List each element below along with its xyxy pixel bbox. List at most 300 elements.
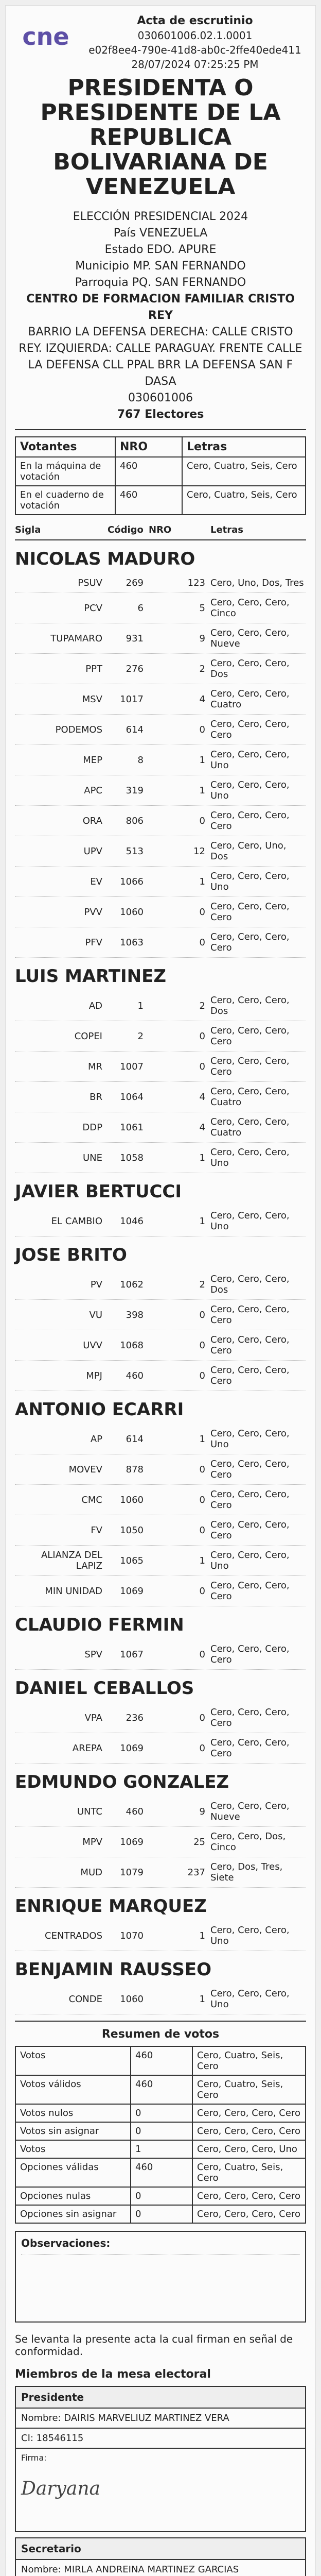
party-code: 6 — [137, 602, 144, 614]
party-row — [15, 1827, 306, 1857]
candidate-section — [15, 1772, 306, 1888]
party-letters: Cero, Cero, Cero, Dos — [210, 995, 290, 1016]
party-abbr: PODEMOS — [55, 724, 102, 735]
party-row — [15, 1082, 306, 1112]
party-abbr: UNE — [82, 1152, 102, 1163]
party-letters: Cero, Cero, Cero, Cuatro — [210, 688, 290, 710]
voting-center: CENTRO DE FORMACION FAMILIAR CRISTO REY — [26, 293, 295, 322]
party-row — [15, 1454, 306, 1485]
party-abbr: MIN UNIDAD — [45, 1585, 102, 1597]
party-abbr: MOVEV — [68, 1464, 102, 1475]
center-address: BARRIO LA DEFENSA DERECHA: CALLE CRISTO REY. IZQUIERDA: CALLE PARAGUAY. FRENTE CALLE LA DEFENSA CLL PPAL BRR LA DEFENSA SAN F DASA — [19, 326, 302, 388]
party-votes: 0 — [199, 1712, 205, 1723]
party-row — [15, 1639, 306, 1670]
party-votes: 1 — [199, 1433, 205, 1445]
party-code: 1064 — [120, 1091, 144, 1103]
party-letters: Cero, Cero, Dos, Cinco — [210, 1831, 286, 1853]
party-letters: Cero, Cero, Cero, Uno — [210, 1550, 290, 1571]
votes-row-nro: 460 — [115, 457, 182, 485]
party-letters: Cero, Cero, Cero, Uno — [210, 1147, 290, 1168]
candidate-name: LUIS MARTINEZ — [15, 966, 167, 987]
party-letters: Cero, Cero, Uno, Dos — [210, 840, 287, 862]
party-code: 460 — [126, 1370, 144, 1381]
party-letters: Cero, Cero, Cero, Cero — [210, 1056, 290, 1077]
candidate-name: NICOLAS MADURO — [15, 549, 195, 569]
party-abbr: AREPA — [72, 1742, 102, 1754]
party-row — [15, 775, 306, 806]
party-votes: 0 — [199, 1061, 205, 1072]
summary-letters: Cero, Cero, Cero, Cero — [192, 2123, 305, 2140]
col-letras: Letras — [182, 437, 305, 456]
election-meta — [15, 209, 306, 423]
member-name: Nombre: DAIRIS MARVELIUZ MARTINEZ VERA — [16, 2409, 305, 2429]
party-code: 1062 — [120, 1279, 144, 1290]
party-abbr: PCV — [84, 602, 102, 614]
party-code: 1061 — [120, 1122, 144, 1133]
votes-row-letters: Cero, Cuatro, Seis, Cero — [182, 457, 305, 485]
member-box — [15, 2537, 306, 2576]
party-code: 2 — [137, 1030, 144, 1042]
party-columns-header — [15, 520, 306, 540]
party-code: 806 — [126, 815, 144, 826]
party-row — [15, 1703, 306, 1733]
members-title: Miembros de la mesa electoral — [15, 2368, 211, 2381]
party-letters: Cero, Cero, Cero, Uno — [210, 749, 290, 771]
party-row — [15, 991, 306, 1021]
party-abbr: MR — [87, 1061, 102, 1072]
conformity-notice: Se levanta la presente acta la cual firman en señal de conformidad. — [15, 2333, 293, 2358]
party-letters: Cero, Dos, Tres, Siete — [210, 1861, 283, 1883]
party-votes: 4 — [199, 693, 205, 705]
party-row — [15, 1112, 306, 1143]
party-code: 614 — [126, 1433, 144, 1445]
header-text — [84, 14, 306, 72]
party-code: 931 — [126, 633, 144, 644]
summary-label: Opciones sin asignar — [20, 2209, 117, 2219]
candidate-name: JOSE BRITO — [15, 1245, 127, 1265]
summary-nro: 1 — [130, 2141, 192, 2158]
party-letters: Cero, Cero, Cero, Cinco — [210, 597, 290, 619]
party-votes: 0 — [199, 1649, 205, 1660]
party-row — [15, 745, 306, 775]
party-abbr: VPA — [84, 1712, 102, 1723]
party-votes: 0 — [199, 815, 205, 826]
party-code: 8 — [137, 754, 144, 766]
acta-hash: e02f8ee4-790e-41d8-ab0c-2ffe40ede411 — [88, 44, 301, 56]
party-abbr: ALIANZA DEL LAPIZ — [41, 1550, 102, 1571]
party-row — [15, 1143, 306, 1173]
divider — [15, 429, 306, 430]
party-letters: Cero, Cero, Cero, Cero — [210, 1025, 290, 1047]
party-votes: 0 — [199, 1524, 205, 1536]
party-votes: 2 — [199, 1279, 205, 1290]
party-letters: Cero, Cero, Cero, Cuatro — [210, 1086, 290, 1108]
party-code: 269 — [126, 578, 144, 588]
party-letters: Cero, Cero, Cero, Cero — [210, 1737, 290, 1759]
party-row — [15, 1733, 306, 1764]
col-nro: NRO — [149, 524, 172, 535]
party-letters: Cero, Cero, Cero, Cero — [210, 719, 290, 740]
candidate-section — [15, 966, 306, 1173]
summary-nro: 460 — [130, 2047, 192, 2075]
col-sigla: Sigla — [15, 524, 41, 535]
party-letters: Cero, Cero, Cero, Cero — [210, 901, 290, 923]
party-row — [15, 1269, 306, 1300]
party-votes: 237 — [187, 1867, 205, 1878]
summary-letters: Cero, Cero, Cero, Cero — [192, 2105, 305, 2122]
col-nro: NRO — [115, 437, 182, 456]
party-letters: Cero, Cero, Cero, Dos — [210, 658, 290, 680]
candidate-section — [15, 1399, 306, 1606]
party-votes: 0 — [199, 724, 205, 735]
party-votes: 2 — [199, 1000, 205, 1011]
party-code: 1069 — [120, 1585, 144, 1597]
party-votes: 1 — [199, 785, 205, 796]
party-row — [15, 927, 306, 958]
party-abbr: EL CAMBIO — [51, 1215, 102, 1227]
summary-row — [16, 2187, 305, 2205]
party-votes: 0 — [199, 1030, 205, 1042]
party-code: 513 — [126, 845, 144, 857]
party-abbr: AD — [88, 1000, 102, 1011]
party-row — [15, 806, 306, 836]
party-code: 1046 — [120, 1215, 144, 1227]
candidate-name: ENRIQUE MARQUEZ — [15, 1896, 207, 1917]
party-letters: Cero, Cero, Cero, Cero — [210, 1459, 290, 1480]
party-letters: Cero, Cero, Cero, Cuatro — [210, 1116, 290, 1138]
summary-label: Votos sin asignar — [20, 2126, 99, 2137]
party-abbr: AP — [90, 1433, 102, 1445]
summary-letters: Cero, Cero, Cero, Cero — [192, 2188, 305, 2205]
votes-table-row — [15, 486, 306, 515]
party-row — [15, 684, 306, 715]
party-row — [15, 1206, 306, 1236]
member-ci: CI: 18546115 — [16, 2429, 305, 2449]
party-abbr: PSUV — [78, 578, 102, 588]
candidate-name: CLAUDIO FERMIN — [15, 1615, 184, 1635]
party-abbr: BR — [90, 1091, 102, 1103]
party-abbr: UNTC — [77, 1806, 102, 1817]
observations-lines — [21, 2255, 300, 2316]
summary-row — [16, 2047, 305, 2075]
party-letters: Cero, Cero, Cero, Cero — [210, 931, 290, 953]
party-row — [15, 1485, 306, 1515]
party-row — [15, 867, 306, 897]
party-abbr: UPV — [83, 845, 102, 857]
summary-nro: 0 — [130, 2206, 192, 2223]
party-votes: 0 — [199, 1370, 205, 1381]
candidate-name: BENJAMIN RAUSSEO — [15, 1959, 211, 1980]
votes-row-letters: Cero, Cuatro, Seis, Cero — [182, 486, 305, 514]
party-row — [15, 1576, 306, 1606]
summary-table — [15, 2046, 306, 2224]
municipality: Municipio MP. SAN FERNANDO — [75, 260, 246, 273]
party-code: 1067 — [120, 1649, 144, 1660]
summary-nro: 460 — [130, 2076, 192, 2104]
party-votes: 1 — [199, 1152, 205, 1163]
party-code: 1068 — [120, 1340, 144, 1351]
summary-row — [16, 2104, 305, 2122]
party-code: 1069 — [120, 1742, 144, 1754]
center-code: 030601006 — [128, 392, 193, 404]
party-abbr: CONDE — [68, 1993, 102, 2005]
party-row — [15, 1021, 306, 1052]
votes-row-nro: 460 — [115, 486, 182, 514]
party-abbr: DDP — [82, 1122, 102, 1133]
party-abbr: TUPAMARO — [50, 633, 102, 644]
party-row — [15, 1546, 306, 1576]
summary-title: Resumen de votos — [101, 2028, 220, 2041]
party-code: 1017 — [120, 693, 144, 705]
party-letters: Cero, Cero, Cero, Uno — [210, 779, 290, 801]
party-row — [15, 623, 306, 654]
party-code: 460 — [126, 1806, 144, 1817]
party-votes: 0 — [199, 937, 205, 948]
col-codigo: Código — [108, 524, 144, 535]
party-abbr: PVV — [84, 906, 102, 918]
party-row — [15, 1052, 306, 1082]
party-abbr: PV — [90, 1279, 102, 1290]
party-letters: Cero, Cero, Cero, Uno — [210, 1428, 290, 1450]
party-code: 1007 — [120, 1061, 144, 1072]
party-row — [15, 836, 306, 867]
party-code: 878 — [126, 1464, 144, 1475]
party-abbr: MPV — [82, 1836, 102, 1848]
party-code: 1070 — [120, 1930, 144, 1941]
party-code: 1060 — [120, 1993, 144, 2005]
party-abbr: FV — [91, 1524, 102, 1536]
party-row — [15, 1857, 306, 1888]
party-votes: 2 — [199, 663, 205, 674]
party-code: 398 — [126, 1309, 144, 1320]
summary-nro: 0 — [130, 2105, 192, 2122]
election-name: ELECCIÓN PRESIDENCIAL 2024 — [73, 210, 248, 223]
party-votes: 4 — [199, 1091, 205, 1103]
party-row — [15, 593, 306, 623]
party-code: 1060 — [120, 906, 144, 918]
party-votes: 4 — [199, 1122, 205, 1133]
party-votes: 1 — [199, 1930, 205, 1941]
header — [15, 14, 306, 72]
party-row — [15, 1797, 306, 1827]
summary-row — [16, 2122, 305, 2140]
party-letters: Cero, Cero, Cero, Nueve — [210, 1801, 290, 1822]
party-code: 236 — [126, 1712, 144, 1723]
party-letters: Cero, Cero, Cero, Uno — [210, 1210, 290, 1232]
candidate-name: JAVIER BERTUCCI — [15, 1181, 182, 1202]
divider — [15, 2021, 306, 2022]
party-letters: Cero, Cero, Cero, Uno — [210, 871, 290, 892]
party-code: 1065 — [120, 1555, 144, 1566]
summary-nro: 0 — [130, 2188, 192, 2205]
party-letters: Cero, Uno, Dos, Tres — [210, 578, 304, 588]
party-letters: Cero, Cero, Cero, Nueve — [210, 628, 290, 649]
party-votes: 5 — [199, 602, 205, 614]
candidate-section — [15, 1245, 306, 1391]
candidate-section — [15, 1896, 306, 1951]
summary-nro: 460 — [130, 2159, 192, 2187]
party-abbr: VU — [89, 1309, 102, 1320]
party-letters: Cero, Cero, Cero, Dos — [210, 1274, 290, 1295]
party-letters: Cero, Cero, Cero, Cero — [210, 1489, 290, 1511]
summary-label: Votos válidos — [20, 2079, 81, 2090]
summary-row — [16, 2205, 305, 2223]
member-role: Secretario — [16, 2538, 305, 2560]
cne-logo — [15, 14, 77, 59]
party-abbr: COPEI — [74, 1030, 102, 1042]
cne-logo-mark: cne — [22, 23, 69, 50]
party-votes: 0 — [199, 1340, 205, 1351]
signature: Daryana — [21, 2478, 100, 2499]
party-votes: 1 — [199, 754, 205, 766]
party-votes: 0 — [199, 906, 205, 918]
party-votes: 1 — [199, 1215, 205, 1227]
party-votes: 0 — [199, 1585, 205, 1597]
firma-label: Firma: — [21, 2453, 47, 2463]
member-name: Nombre: MIRLA ANDREINA MARTINEZ GARCIAS — [16, 2560, 305, 2576]
party-abbr: ORA — [82, 815, 102, 826]
party-abbr: PFV — [85, 937, 102, 948]
party-row — [15, 654, 306, 684]
party-votes: 0 — [199, 1309, 205, 1320]
party-row — [15, 1330, 306, 1361]
party-abbr: SPV — [84, 1649, 102, 1660]
party-code: 614 — [126, 724, 144, 735]
page-title: PRESIDENTA O PRESIDENTE DE LA REPUBLICA BOLIVARIANA DE VENEZUELA — [40, 75, 281, 200]
party-code: 276 — [126, 663, 144, 674]
party-letters: Cero, Cero, Cero, Cero — [210, 1519, 290, 1541]
party-abbr: UVV — [83, 1340, 102, 1351]
member-role: Presidente — [16, 2387, 305, 2409]
party-letters: Cero, Cero, Cero, Cero — [210, 1334, 290, 1356]
party-abbr: MPJ — [86, 1370, 102, 1381]
candidates-list — [15, 549, 306, 2014]
members-list — [15, 2386, 306, 2576]
party-code: 1069 — [120, 1836, 144, 1848]
party-votes: 0 — [199, 1464, 205, 1475]
party-abbr: MEP — [83, 754, 102, 766]
party-row — [15, 897, 306, 927]
party-letters: Cero, Cero, Cero, Uno — [210, 1925, 290, 1946]
party-code: 1079 — [120, 1867, 144, 1878]
party-abbr: MUD — [80, 1867, 102, 1878]
party-code: 1 — [137, 1000, 144, 1011]
party-letters: Cero, Cero, Cero, Cero — [210, 810, 290, 832]
acta-receipt — [5, 5, 316, 2576]
summary-letters: Cero, Cero, Cero, Uno — [192, 2141, 305, 2158]
col-letras: Letras — [210, 524, 244, 535]
party-code: 319 — [126, 785, 144, 796]
summary-row — [16, 2075, 305, 2104]
acta-label: Acta de escrutinio — [137, 14, 253, 27]
party-votes: 0 — [199, 1742, 205, 1754]
party-votes: 12 — [193, 845, 205, 857]
party-row — [15, 573, 306, 593]
party-code: 1063 — [120, 937, 144, 948]
candidate-name: DANIEL CEBALLOS — [15, 1678, 194, 1699]
acta-datetime: 28/07/2024 07:25:25 PM — [131, 58, 259, 71]
summary-label: Opciones válidas — [20, 2162, 99, 2173]
party-abbr: PPT — [85, 663, 102, 674]
state: Estado EDO. APURE — [104, 243, 217, 256]
party-votes: 1 — [199, 876, 205, 887]
observations-label: Observaciones: — [21, 2237, 111, 2249]
party-row — [15, 1515, 306, 1546]
party-votes: 25 — [193, 1836, 205, 1848]
party-row — [15, 1921, 306, 1951]
party-abbr: MSV — [82, 693, 102, 705]
party-code: 1058 — [120, 1152, 144, 1163]
summary-nro: 0 — [130, 2123, 192, 2140]
summary-row — [16, 2158, 305, 2187]
candidate-section — [15, 1959, 306, 2014]
party-letters: Cero, Cero, Cero, Cero — [210, 1643, 290, 1665]
party-code: 1066 — [120, 876, 144, 887]
party-votes: 0 — [199, 1494, 205, 1505]
party-letters: Cero, Cero, Cero, Cero — [210, 1365, 290, 1386]
country: País VENEZUELA — [113, 227, 208, 240]
votes-row-label: En la máquina de votación — [20, 461, 101, 482]
col-votantes: Votantes — [20, 440, 77, 453]
party-letters: Cero, Cero, Cero, Cero — [210, 1580, 290, 1602]
party-letters: Cero, Cero, Cero, Cero — [210, 1707, 290, 1728]
party-votes: 9 — [199, 1806, 205, 1817]
party-votes: 9 — [199, 633, 205, 644]
summary-label: Votos — [20, 2050, 46, 2061]
acta-id: 030601006.02.1.0001 — [137, 29, 253, 42]
votes-table-header — [15, 436, 306, 457]
party-abbr: EV — [90, 876, 102, 887]
summary-letters: Cero, Cuatro, Seis, Cero — [192, 2047, 305, 2075]
party-code: 1060 — [120, 1494, 144, 1505]
candidate-section — [15, 1615, 306, 1670]
party-letters: Cero, Cero, Cero, Cero — [210, 1304, 290, 1326]
candidate-section — [15, 1678, 306, 1764]
member-box — [15, 2386, 306, 2532]
votes-row-label: En el cuaderno de votación — [20, 489, 104, 511]
party-row — [15, 1984, 306, 2014]
party-votes: 1 — [199, 1555, 205, 1566]
votes-table-row — [15, 457, 306, 486]
party-abbr: CMC — [81, 1494, 102, 1505]
summary-letters: Cero, Cero, Cero, Cero — [192, 2206, 305, 2223]
party-row — [15, 1300, 306, 1330]
candidate-section — [15, 1181, 306, 1236]
signature-area — [16, 2449, 305, 2531]
parish: Parroquia PQ. SAN FERNANDO — [75, 276, 246, 289]
summary-label: Votos nulos — [20, 2108, 74, 2119]
party-letters: Cero, Cero, Cero, Uno — [210, 1988, 290, 2010]
summary-letters: Cero, Cuatro, Seis, Cero — [192, 2159, 305, 2187]
candidate-section — [15, 549, 306, 958]
party-code: 1050 — [120, 1524, 144, 1536]
candidate-name: EDMUNDO GONZALEZ — [15, 1772, 229, 1792]
summary-label: Opciones nulas — [20, 2191, 91, 2201]
party-abbr: APC — [84, 785, 102, 796]
party-row — [15, 1424, 306, 1454]
party-row — [15, 1361, 306, 1391]
party-row — [15, 715, 306, 745]
summary-label: Votos — [20, 2144, 46, 2155]
summary-row — [16, 2140, 305, 2158]
party-abbr: CENTRADOS — [45, 1930, 102, 1941]
party-votes: 1 — [199, 1993, 205, 2005]
electors-count: 767 Electores — [117, 408, 204, 421]
party-votes: 123 — [187, 578, 205, 588]
summary-letters: Cero, Cuatro, Seis, Cero — [192, 2076, 305, 2104]
observations-box — [15, 2231, 306, 2323]
candidate-name: ANTONIO ECARRI — [15, 1399, 184, 1420]
